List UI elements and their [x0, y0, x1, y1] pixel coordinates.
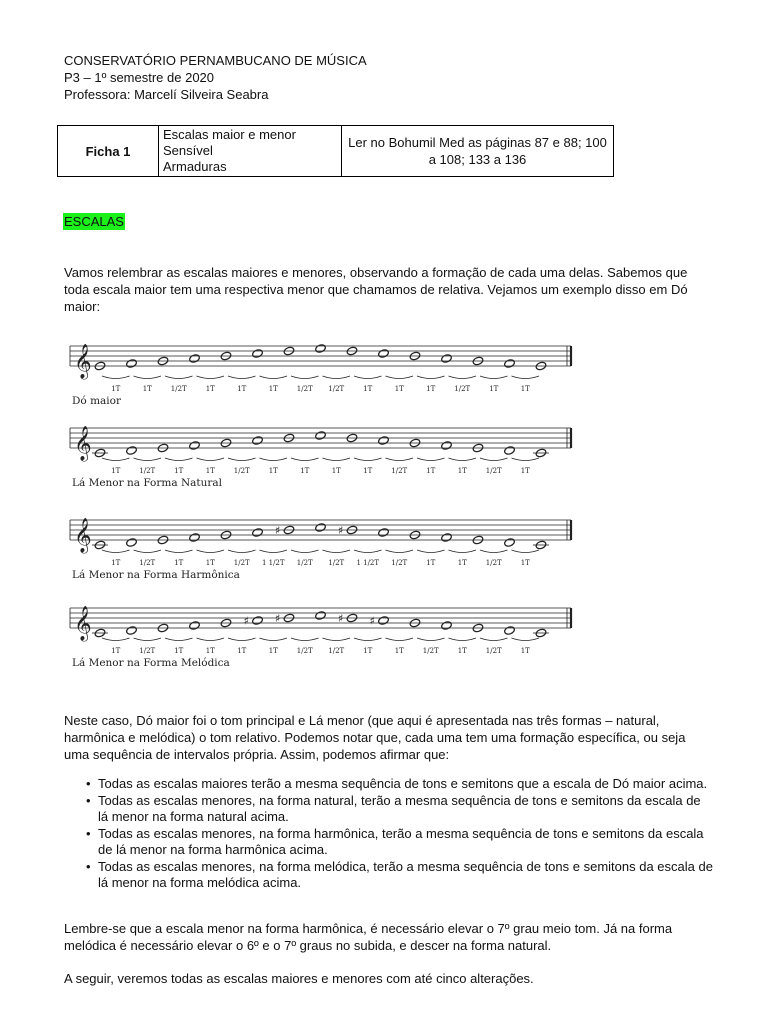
interval-slur — [291, 376, 319, 379]
interval-slur — [134, 376, 162, 379]
whole-note — [504, 446, 516, 456]
interval-slur — [449, 458, 477, 461]
interval-slur — [102, 458, 130, 461]
intro-paragraph: Vamos relembrar as escalas maiores e menores, observando a formação de cada uma delas. Sabemos que toda escala maior tem uma respectiva menor que chamamos de relativa. Vejamos um exemplo disso em Dó maior: — [64, 265, 688, 314]
interval-label: 1/2T — [422, 647, 439, 655]
whole-note — [441, 621, 453, 631]
interval-label: 1T — [363, 647, 373, 655]
interval-label: 1T — [205, 559, 215, 567]
interval-slur — [386, 376, 414, 379]
whole-note — [315, 611, 327, 621]
interval-label: 1T — [205, 467, 215, 475]
list-item: • Todas as escalas menores, na forma harmônica, terão a mesma sequência de tons e semitons da escala de lá menor na forma harmônica acima. — [86, 826, 704, 857]
interval-label: 1T — [489, 385, 499, 393]
whole-note — [378, 616, 390, 626]
interval-label: 1T — [520, 467, 530, 475]
interval-label: 1/2T — [139, 467, 156, 475]
interval-slur — [512, 638, 540, 641]
ficha-topic: Escalas maior e menor — [163, 127, 296, 142]
staff-caption: Lá Menor na Forma Harmônica — [72, 569, 240, 581]
interval-label: 1T — [268, 385, 278, 393]
ficha-table — [57, 125, 614, 177]
interval-slur — [102, 550, 130, 553]
staff-caption: Lá Menor na Forma Natural — [72, 477, 223, 489]
interval-label: 1/2T — [139, 647, 156, 655]
section-title: ESCALAS — [64, 214, 124, 229]
interval-slur — [354, 376, 382, 379]
interval-slur — [291, 458, 319, 461]
interval-label: 1/2T — [296, 385, 313, 393]
whole-note — [504, 359, 516, 369]
interval-label: 1T — [237, 647, 247, 655]
interval-label: 1/2T — [328, 647, 345, 655]
whole-note — [252, 436, 264, 446]
teacher-line: Professora: Marcelí Silveira Seabra — [64, 87, 269, 102]
whole-note — [252, 528, 264, 538]
interval-label: 1T — [363, 467, 373, 475]
interval-label: 1T — [237, 385, 247, 393]
whole-note — [126, 359, 138, 369]
sharp-icon: ♯ — [243, 614, 249, 628]
bullet-icon: • — [86, 776, 91, 791]
interval-slur — [417, 458, 445, 461]
music-staves-figure — [0, 330, 768, 680]
whole-note — [378, 349, 390, 359]
interval-label: 1T — [268, 647, 278, 655]
interval-label: 1T — [268, 467, 278, 475]
interval-label: 1T — [205, 385, 215, 393]
interval-slur — [386, 458, 414, 461]
semester-line: P3 – 1º semestre de 2020 — [64, 70, 215, 85]
closing-paragraph: A seguir, veremos todas as escalas maiores e menores com até cinco alterações. — [64, 971, 534, 986]
interval-slur — [512, 550, 540, 553]
interval-slur — [228, 376, 256, 379]
interval-slur — [512, 458, 540, 461]
whole-note — [189, 354, 201, 364]
interval-label: 1T — [174, 647, 184, 655]
interval-label: 1T — [111, 647, 121, 655]
interval-slur — [197, 638, 225, 641]
interval-slur — [323, 458, 351, 461]
interval-slur — [480, 376, 508, 379]
interval-label: 1T — [394, 385, 404, 393]
interval-label: 1T — [174, 559, 184, 567]
interval-slur — [260, 638, 288, 641]
explanation-paragraph: Neste caso, Dó maior foi o tom principal e Lá menor (que aqui é apresentada nas três formas – natural, harmônica e melódica) o tom relativo. Podemos notar que, cada uma tem uma formação específica, ou seja uma sequência de intervalos própria. Assim, podemos afirmar que: — [64, 713, 686, 762]
interval-slur — [134, 458, 162, 461]
interval-label: 1/2T — [170, 385, 187, 393]
whole-note — [441, 441, 453, 451]
interval-slur — [512, 376, 540, 379]
sharp-icon: ♯ — [275, 524, 281, 537]
treble-clef-icon: 𝄞 — [74, 344, 92, 379]
interval-slur — [134, 550, 162, 553]
interval-label: 1/2T — [296, 559, 313, 567]
interval-slur — [323, 638, 351, 641]
list-item: • Todas as escalas menores, na forma melódica, terão a mesma sequência de tons e semitons da escala de lá menor na forma melódica acima. — [86, 859, 713, 890]
whole-note — [189, 621, 201, 631]
ficha-topic: Armaduras — [163, 159, 227, 174]
interval-label: 1T — [111, 467, 121, 475]
interval-label: 1T — [457, 559, 467, 567]
interval-slur — [165, 638, 193, 641]
sharp-icon: ♯ — [275, 612, 281, 625]
interval-slur — [386, 550, 414, 553]
interval-slur — [354, 638, 382, 641]
interval-slur — [480, 550, 508, 553]
interval-slur — [480, 638, 508, 641]
whole-note — [315, 344, 327, 354]
interval-slur — [228, 638, 256, 641]
whole-note — [189, 533, 201, 543]
interval-label: 1T — [142, 385, 152, 393]
interval-label: 1/2T — [485, 467, 502, 475]
interval-label: 1T — [111, 559, 121, 567]
interval-slur — [228, 458, 256, 461]
interval-label: 1T — [331, 467, 341, 475]
interval-label: 1T — [300, 467, 310, 475]
treble-clef-icon: 𝄞 — [74, 426, 92, 461]
interval-label: 1T — [520, 647, 530, 655]
interval-slur — [449, 638, 477, 641]
harmonic-note-paragraph: Lembre-se que a escala menor na forma harmônica, é necessário elevar o 7º grau meio tom. Já na forma melódica é necessário elevar o 6º e o 7º graus no subida, e descer na forma natural. — [64, 921, 673, 953]
interval-label: 1/2T — [391, 559, 408, 567]
interval-label: 1/2T — [454, 385, 471, 393]
interval-label: 1T — [426, 385, 436, 393]
interval-slur — [260, 550, 288, 553]
interval-label: 1T — [111, 385, 121, 393]
interval-label: 1T — [520, 385, 530, 393]
interval-slur — [323, 550, 351, 553]
bullet-icon: • — [86, 859, 91, 874]
whole-note — [378, 436, 390, 446]
whole-note — [252, 616, 264, 626]
interval-label: 1T — [457, 467, 467, 475]
treble-clef-icon: 𝄞 — [74, 518, 92, 553]
interval-slur — [165, 550, 193, 553]
staff-caption: Lá Menor na Forma Melódica — [72, 657, 230, 669]
interval-label: 1/2T — [391, 467, 408, 475]
whole-note — [441, 533, 453, 543]
interval-slur — [260, 376, 288, 379]
interval-slur — [449, 376, 477, 379]
list-item: • Todas as escalas maiores terão a mesma sequência de tons e semitons que a escala de Dó maior acima. — [86, 776, 708, 791]
whole-note — [189, 441, 201, 451]
document-header — [64, 52, 367, 103]
interval-label: 1/2T — [485, 559, 502, 567]
interval-slur — [354, 550, 382, 553]
whole-note — [441, 354, 453, 364]
interval-label: 1/2T — [328, 559, 345, 567]
interval-label: 1/2T — [233, 559, 250, 567]
interval-slur — [165, 376, 193, 379]
interval-label: 1T — [426, 467, 436, 475]
interval-slur — [291, 550, 319, 553]
institution-name: CONSERVATÓRIO PERNAMBUCANO DE MÚSICA — [64, 53, 367, 68]
whole-note — [126, 626, 138, 636]
interval-label: 1T — [394, 647, 404, 655]
interval-slur — [386, 638, 414, 641]
interval-label: 1T — [520, 559, 530, 567]
interval-slur — [197, 550, 225, 553]
interval-label: 1T — [174, 467, 184, 475]
interval-slur — [102, 376, 130, 379]
interval-slur — [417, 638, 445, 641]
sharp-icon: ♯ — [338, 524, 344, 537]
staff-caption: Dó maior — [72, 395, 121, 407]
sharp-icon: ♯ — [369, 614, 375, 628]
whole-note — [126, 538, 138, 548]
whole-note — [378, 528, 390, 538]
ficha-topic: Sensível — [163, 143, 213, 158]
whole-note — [315, 523, 327, 533]
interval-label: 1/2T — [233, 467, 250, 475]
interval-slur — [323, 376, 351, 379]
interval-slur — [197, 458, 225, 461]
interval-slur — [102, 638, 130, 641]
ficha-topics — [159, 126, 342, 177]
interval-slur — [134, 638, 162, 641]
interval-slur — [417, 550, 445, 553]
interval-label: 1T — [363, 385, 373, 393]
interval-label: 1/2T — [485, 647, 502, 655]
interval-slur — [197, 376, 225, 379]
interval-label: 1T — [205, 647, 215, 655]
whole-note — [504, 538, 516, 548]
interval-slur — [480, 458, 508, 461]
whole-note — [315, 431, 327, 441]
ficha-reading: Ler no Bohumil Med as páginas 87 e 88; 100 a 108; 133 a 136 — [342, 126, 614, 177]
bullet-list — [64, 776, 714, 892]
bullet-icon: • — [86, 793, 91, 808]
interval-label: 1 1/2T — [356, 559, 380, 567]
interval-label: 1T — [457, 647, 467, 655]
interval-slur — [165, 458, 193, 461]
interval-slur — [228, 550, 256, 553]
interval-slur — [291, 638, 319, 641]
interval-slur — [449, 550, 477, 553]
interval-slur — [354, 458, 382, 461]
interval-label: 1 1/2T — [261, 559, 285, 567]
list-item: • Todas as escalas menores, na forma natural, terão a mesma sequência de tons e semitons da escala de lá menor na forma natural acima. — [86, 793, 701, 824]
ficha-label: Ficha 1 — [58, 126, 159, 177]
whole-note — [504, 626, 516, 636]
treble-clef-icon: 𝄞 — [74, 606, 92, 641]
whole-note — [252, 349, 264, 359]
interval-slur — [260, 458, 288, 461]
interval-label: 1/2T — [139, 559, 156, 567]
sharp-icon: ♯ — [338, 612, 344, 625]
interval-label: 1T — [426, 559, 436, 567]
interval-label: 1/2T — [296, 647, 313, 655]
interval-label: 1/2T — [328, 385, 345, 393]
whole-note — [126, 446, 138, 456]
interval-slur — [417, 376, 445, 379]
bullet-icon: • — [86, 826, 91, 841]
